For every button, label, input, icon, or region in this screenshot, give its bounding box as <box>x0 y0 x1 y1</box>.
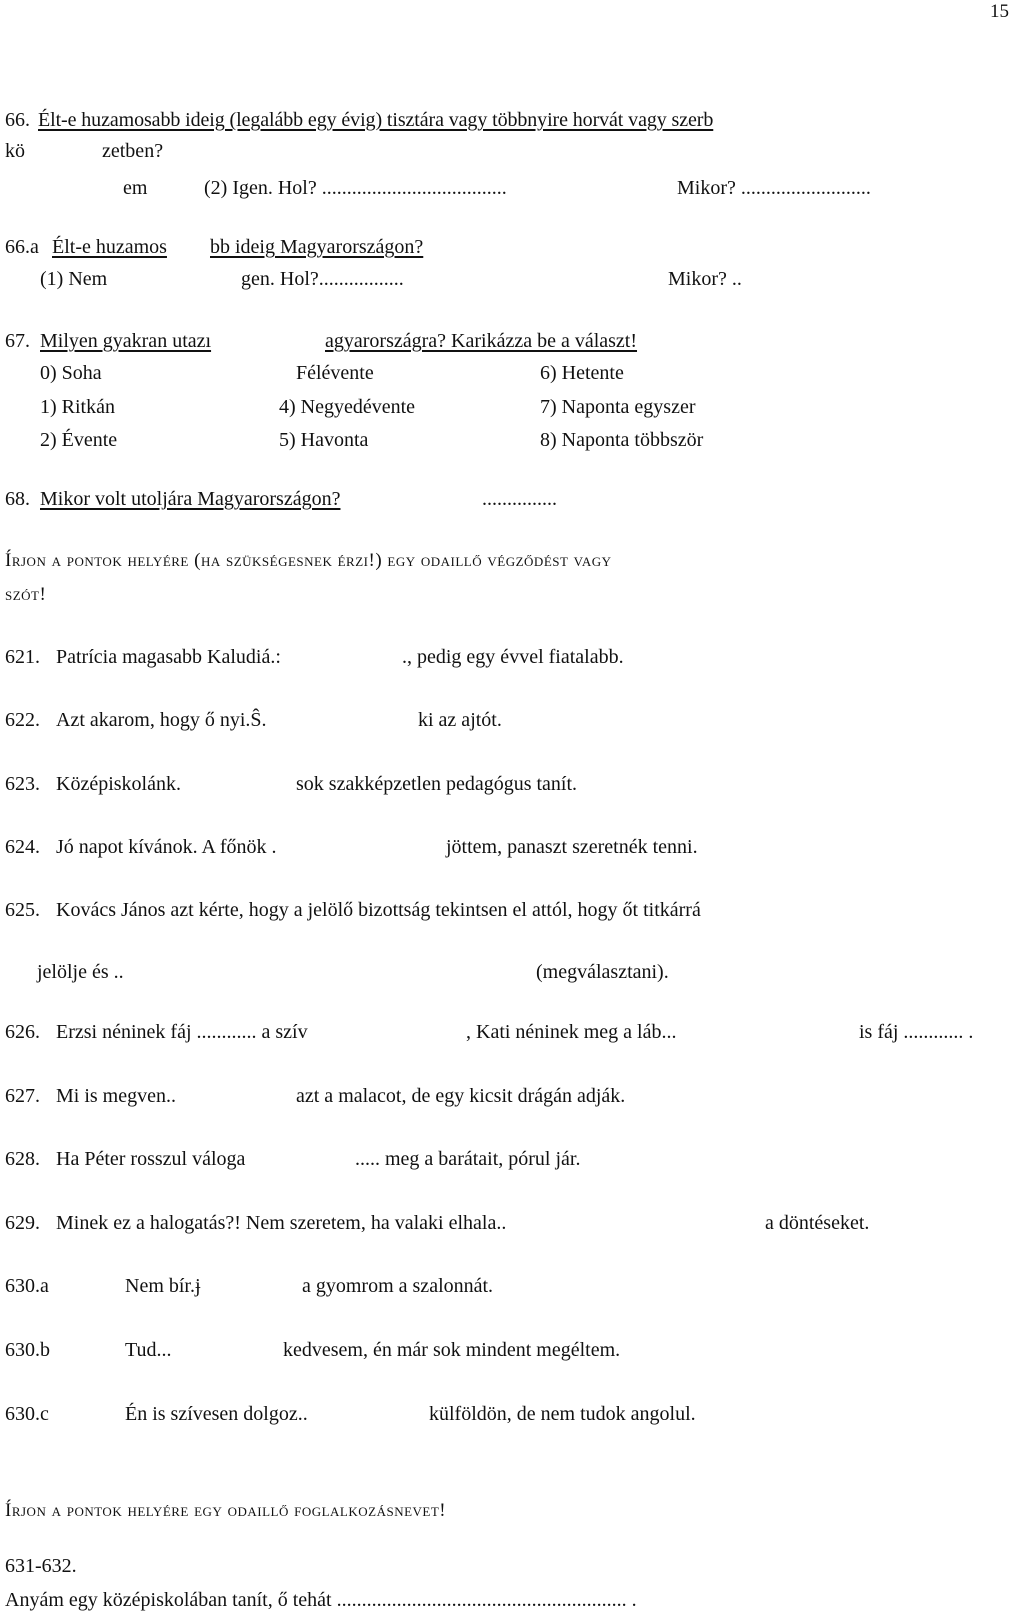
item-626-number: 626. <box>5 1021 40 1043</box>
q66-answer-when: Mikor? .......................... <box>677 177 871 199</box>
q67-question-b: agyarországra? Karikázza be a választ! <box>325 330 638 352</box>
item-630a-part-a: Nem bír.ɉ <box>125 1275 201 1297</box>
item-628-part-a: Ha Péter rosszul váloga <box>56 1148 246 1170</box>
item-630c-part-a: Én is szívesen dolgoz.. <box>125 1403 308 1425</box>
q66-question-line2-a: kö <box>5 140 25 162</box>
item-624-number: 624. <box>5 836 40 858</box>
item-627-part-b: azt a malacot, de egy kicsit drágán adják. <box>296 1085 626 1107</box>
item-626-part-b: , Kati néninek meg a láb... <box>466 1021 677 1043</box>
q67-option-1: 1) Ritkán <box>40 396 115 418</box>
q68-question: Mikor volt utoljára Magyarországon? <box>40 488 341 510</box>
item-628-part-b: ..... meg a barátait, pórul jár. <box>355 1148 581 1170</box>
page-number: 15 <box>990 1 1009 22</box>
q66-question-line2-b: zetben? <box>102 140 164 162</box>
item-625-part-a: Kovács János azt kérte, hogy a jelölő bizottság tekintsen el attól, hogy őt titkárrá <box>56 899 701 921</box>
item-630c-part-b: külföldön, de nem tudok angolul. <box>429 1403 696 1425</box>
q67-option-7: 7) Naponta egyszer <box>540 396 696 418</box>
item-631-text: Anyám egy középiskolában tanít, ő tehát .......................................................... . <box>5 1589 637 1611</box>
q66-answer-no: em <box>123 177 148 199</box>
item-622-part-a: Azt akarom, hogy ő nyi.Ŝ. <box>56 709 267 731</box>
q67-option-2: 2) Évente <box>40 429 118 451</box>
item-630b-number: 630.b <box>5 1339 50 1361</box>
item-630b-part-a: Tud... <box>125 1339 172 1361</box>
item-621-number: 621. <box>5 646 40 668</box>
item-621-part-b: ., pedig egy évvel fiatalabb. <box>402 646 624 668</box>
q66-question-line1: Élt-e huzamosabb ideig (legalább egy évig) tisztára vagy többnyire horvát vagy szerb <box>38 109 714 131</box>
q67-option-5: 5) Havonta <box>279 429 369 451</box>
item-626-part-e: is fáj ............ . <box>859 1021 974 1043</box>
item-622-number: 622. <box>5 709 40 731</box>
item-624-part-b: jöttem, panaszt szeretnék tenni. <box>446 836 698 858</box>
item-622-part-b: ki az ajtót. <box>418 709 502 731</box>
item-625-part-d: (megválasztani). <box>536 961 669 983</box>
q67-question-a: Milyen gyakran utazı <box>40 330 212 352</box>
item-630a-number: 630.a <box>5 1275 49 1297</box>
item-625-part-c: jelölje és .. <box>37 961 124 983</box>
q67-option-0: 0) Soha <box>40 362 102 384</box>
item-629-part-a: Minek ez a halogatás?! Nem szeretem, ha valaki elhala.. <box>56 1212 507 1234</box>
item-631-number: 631-632. <box>5 1555 77 1577</box>
q66-number: 66. <box>5 109 30 131</box>
q66a-question-b: bb ideig Magyarországon? <box>210 236 424 258</box>
q66a-number: 66.a <box>5 236 39 258</box>
q66a-question-a: Élt-e huzamos <box>52 236 167 258</box>
instruction-1-line2: szót! <box>5 584 47 605</box>
q66-answer-yes: (2) Igen. Hol? ..................................... <box>204 177 507 199</box>
q67-option-8: 8) Naponta többször <box>540 429 704 451</box>
q66a-answer-when: Mikor? .. <box>668 268 742 290</box>
item-628-number: 628. <box>5 1148 40 1170</box>
instruction-1-line1: Írjon a pontok helyére (ha szükségesnek érzi!) egy odaillő végződést vagy <box>5 550 612 571</box>
item-629-part-b: a döntéseket. <box>765 1212 870 1234</box>
item-624-part-a: Jó napot kívánok. A főnök . <box>56 836 277 858</box>
item-630a-part-b: a gyomrom a szalonnát. <box>302 1275 494 1297</box>
q66a-answer-yes: gen. Hol?................. <box>241 268 404 290</box>
item-623-part-a: Középiskolánk. <box>56 773 181 795</box>
item-623-number: 623. <box>5 773 40 795</box>
item-630b-part-b: kedvesem, én már sok mindent megéltem. <box>283 1339 621 1361</box>
q67-option-4: 4) Negyedévente <box>279 396 416 418</box>
q67-number: 67. <box>5 330 30 352</box>
item-627-part-a: Mi is megven.. <box>56 1085 176 1107</box>
item-625-number: 625. <box>5 899 40 921</box>
q68-dots: ............... <box>482 488 557 510</box>
q68-number: 68. <box>5 488 30 510</box>
q66a-answer-no: (1) Nem <box>40 268 108 290</box>
item-629-number: 629. <box>5 1212 40 1234</box>
item-623-part-b: sok szakképzetlen pedagógus tanít. <box>296 773 578 795</box>
item-627-number: 627. <box>5 1085 40 1107</box>
instruction-2: Írjon a pontok helyére egy odaillő foglalkozásnevet! <box>5 1500 447 1521</box>
item-626-part-a: Erzsi néninek fáj ............ a szív <box>56 1021 308 1043</box>
q67-option-3: Félévente <box>296 362 374 384</box>
item-621-part-a: Patrícia magasabb Kaludiá.: <box>56 646 281 668</box>
q67-option-6: 6) Hetente <box>540 362 624 384</box>
item-630c-number: 630.c <box>5 1403 49 1425</box>
